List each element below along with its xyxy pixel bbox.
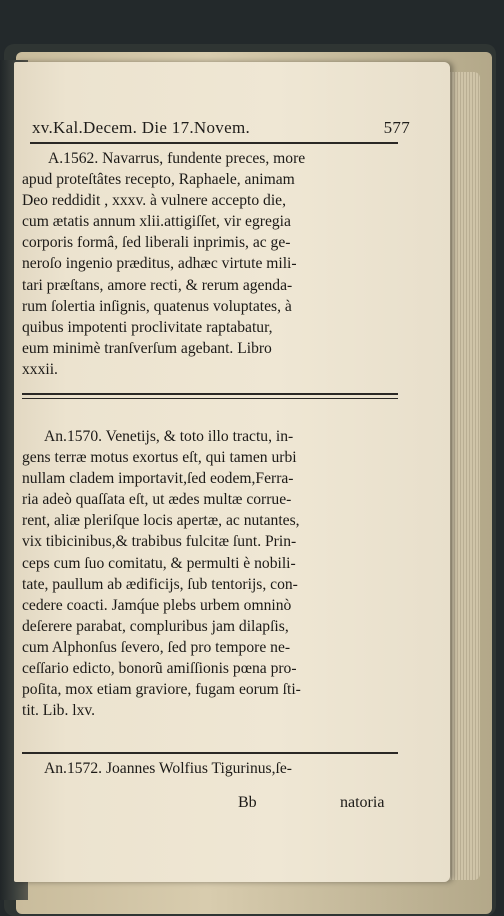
signature-mark: Bb xyxy=(238,794,257,811)
catchword: natoria xyxy=(340,794,385,811)
text-line: ria adeò quaſſata eſt, ut ædes multæ corrue- xyxy=(22,491,292,509)
text-line: eum minimè tranſverſum agebant. Libro xyxy=(22,339,272,357)
text-line: corporis formâ, ſed liberali inprimis, ac ge- xyxy=(22,234,291,252)
page-number: 577 xyxy=(383,118,410,137)
text-line: neroſo ingenio præditus, adhæc virtute mili- xyxy=(22,255,297,273)
page-edges xyxy=(446,72,480,880)
text-line: Deo reddidit , xxxv. à vulnere accepto die, xyxy=(22,192,286,210)
entry-1570 xyxy=(22,426,406,721)
text-line: cum ætatis annum xlii.attigiſſet, vir egregia xyxy=(22,213,291,231)
header-rule xyxy=(30,142,398,144)
entry-1562 xyxy=(22,148,406,380)
text-line: xxxii. xyxy=(22,360,58,378)
text-line: tate, paullum ab ædificijs, ſub tentorijs, con- xyxy=(22,575,298,593)
text-line: apud proteſtâtes recepto, Raphaele, animam xyxy=(22,171,295,189)
text-line: ceps cum ſuo comitatu, & permulti è nobili- xyxy=(22,554,296,572)
text-line: quibus impotenti proclivitate raptabatur, xyxy=(22,318,273,336)
text-line: nullam cladem importavit,ſed eodem,Ferra- xyxy=(22,470,294,488)
running-head: xv.Kal.Decem. Die 17.Novem. xyxy=(32,118,251,137)
text-line: vix tibicinibus,& trabibus fulcitæ ſunt. Prin- xyxy=(22,533,297,551)
text-line: An.1570. Venetijs, & toto illo tractu, in- xyxy=(44,428,294,445)
section-rule xyxy=(22,398,398,399)
text-line: rent, aliæ pleriſque locis apertæ, ac nutantes, xyxy=(22,512,300,530)
text-line: deſerere parabat, compluribus jam dilapſis, xyxy=(22,617,289,635)
text-line: cedere coacti. Jamq́ue plebs urbem omninò xyxy=(22,596,292,614)
text-line: tari præſtans, amore recti, & rerum agenda- xyxy=(22,276,293,294)
text-line: rum ſolertia inſignis, quatenus voluptates, à xyxy=(22,297,292,315)
text-line: ceſſario edicto, bonorũ amiſſionis pœna pro- xyxy=(22,660,297,678)
text-line: cum Alphonſus ſevero, ſed pro tempore ne- xyxy=(22,638,291,656)
entry-1572 xyxy=(22,758,406,779)
text-line: An.1572. Joannes Wolfius Tigurinus,ſe- xyxy=(44,760,292,777)
text-line: tit. Lib. lxv. xyxy=(22,702,96,720)
text-line: gens terræ motus exortus eſt, qui tamen urbi xyxy=(22,449,297,467)
text-line: A.1562. Navarrus, fundente preces, more xyxy=(48,150,306,167)
section-rule xyxy=(22,393,398,395)
section-rule xyxy=(22,752,398,754)
text-line: poſita, mox etiam graviore, fugam eorum ſti- xyxy=(22,681,301,699)
